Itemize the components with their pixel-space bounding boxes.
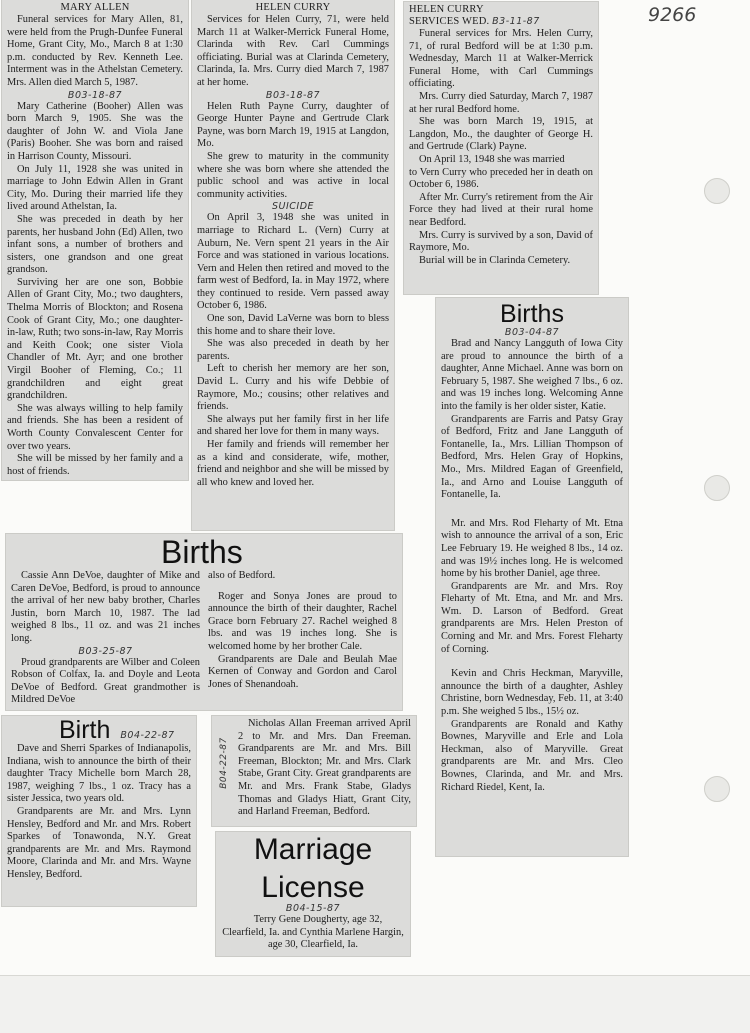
obituary-paragraph: She will be missed by her family and a host of friends. — [7, 453, 183, 477]
notice-paragraph: Mrs. Curry died Saturday, March 7, 1987 at her rural Bedford home. — [409, 90, 593, 115]
obituary-paragraph: Funeral services for Mary Allen, 81, were held from the Prugh-Dunfee Funeral Home, Grant City, Mo., March 8 at 1:30 p.m. conducted by Rev. Kenneth Lee. Interment was in the Athelstan Cemetery. Mrs. Allen died March 5, 1987. — [7, 14, 183, 88]
handwritten-date: B3-11-87 — [492, 16, 540, 27]
birth-paragraph: Grandparents are Mr. and Mrs. Roy Fleharty of Mt. Etna, and Mr. and Mrs. Wm. D. Larson of Bedford. Great grandparents are Mrs. Helen Preston of Corning and Mr. and Mrs. Forest Fleharty of Corning. — [441, 580, 623, 655]
birth-paragraph: Grandparents are Farris and Patsy Gray of Bedford, Fritz and Jane Langguth of Fontanelle, Ia., Mrs. Lillian Thompson of Bedford, Mrs. Helen Gray of Hopkins, Mo., Mrs. Mildred Eagan of Greenfield, Ia., and Arno and Louise Langguth of Fontanelle, Ia. — [441, 413, 623, 501]
notice-paragraph: After Mr. Curry's retirement from the Air Force they had lived at their rural home near Bedford. — [409, 191, 593, 228]
handwritten-date: B03-18-87 — [67, 89, 123, 101]
births-title: Births — [161, 534, 243, 570]
helen-curry-services-notice — [404, 2, 598, 294]
handwritten-note: SUICIDE — [271, 201, 315, 213]
birth-paragraph: Grandparents are Mr. and Mrs. Lynn Hensley, Bedford and Mr. and Mrs. Robert Sparkes of Tonawonda, N.Y. Great grandparents are Mr. and Mrs. Raymond Moore, Clarinda and Mr. and Mrs. Wayne Hensley, Bedford. — [7, 805, 191, 880]
notice-paragraph: Burial will be in Clarinda Cemetery. — [419, 254, 571, 266]
obituary-paragraph: She was preceded in death by her parents, her husband John (Ed) Allen, two infant sons, a number of brothers and sisters, one grandson and one great grandson. — [7, 213, 183, 276]
notice-heading-text: SERVICES WED. — [409, 16, 490, 27]
marriage-license-clipping — [216, 832, 410, 956]
birth-bottom-clipping — [2, 716, 196, 906]
notice-paragraph: Mrs. Curry is survived by a son, David of Raymore, Mo. — [409, 229, 593, 254]
birth-paragraph: Mr. and Mrs. Rod Fleharty of Mt. Etna wish to announce the arrival of a son, Eric Lee February 19. He weighed 8 lbs., 14 oz. and was 19½ inches long. He is welcomed home by his brother Daniel, age three. — [441, 517, 623, 580]
handwritten-date: B03-18-87 — [265, 89, 321, 101]
births-middle-clipping — [6, 534, 402, 710]
license-title: License — [261, 871, 365, 904]
birth-paragraph: Nicholas Allan Freeman arrived April 2 to Mr. and Mrs. Dan Freeman. Grandparents are Mr. and Mrs. Bill Freeman, Blockton; Mr. and Mrs. Clark Stabe, Grant City. Great grandparents are Mr. and Mrs. Frank Stabe, Gladys Thomas and Gladys Hiatt, Grant City, and Harland Freeman, Bedford. — [238, 718, 411, 818]
notice-paragraph: to Vern Curry who preceded her in death on October 6, 1986. — [409, 166, 593, 191]
birth-paragraph: Cassie Ann DeVoe, daughter of Mike and Caren DeVoe, Bedford, is proud to announce the arrival of her new baby brother, Charles Justin, born March 10, 1987. The lad weighed 8 lbs., 11 oz. and was 21 inches long. — [11, 570, 200, 644]
birth-paragraph: Roger and Sonya Jones are proud to announce the birth of their daughter, Rachel Grace born February 27. Rachel weighed 8 lbs. and was 19 inches long. She is welcomed home by her brother Cale. — [208, 590, 397, 652]
obituary-paragraph: Her family and friends will remember her as a kind and considerate, wife, mother, friend and neighbor and she will be missed by all who knew and loved her. — [197, 439, 389, 488]
freeman-birth-clipping — [212, 716, 416, 826]
obituary-paragraph: She grew to maturity in the community where she was born where she attended the public school and was active in local community activities. — [197, 150, 389, 200]
obituary-heading: HELEN CURRY — [255, 2, 331, 13]
obituary-paragraph: She always put her family first in her life and shared her love for them in many ways. — [197, 413, 389, 438]
birth-paragraph: Brad and Nancy Langguth of Iowa City are proud to announce the birth of a daughter, Anne Michael. Anne was born on February 5, 1987. She weighed 7 lbs., 6 oz. and was 19 inches long. Welcoming Anne into the family is her older sister, Katie. — [441, 338, 623, 412]
notice-paragraph: She was born March 19, 1915, at Langdon, Mo., the daughter of George H. and Gertrude (Clark) Payne. — [409, 116, 593, 153]
handwritten-date: B03-04-87 — [504, 327, 560, 338]
binder-hole — [704, 475, 730, 501]
obituary-paragraph: On April 3, 1948 she was united in marriage to Richard L. (Vern) Curry at Auburn, Ne. Vern spent 21 years in the Air Force and was stationed in various locations. Vern and Helen then retired and moved to the farm west of Bedford, Ia. in May 1972, where they continued to reside. Vern passed away October 6, 1986. — [197, 212, 389, 312]
obituary-paragraph: One son, David LaVerne was born to bless this home and to share their love. — [197, 313, 389, 337]
obituary-heading: MARY ALLEN — [60, 2, 130, 13]
mary-allen-obituary — [2, 0, 188, 480]
marriage-title: Marriage — [253, 833, 373, 866]
handwritten-date: B04-22-87 — [120, 730, 175, 741]
handwritten-date: B04-15-87 — [285, 903, 341, 914]
notice-heading: HELEN CURRY — [409, 4, 484, 15]
obituary-paragraph: Surviving her are one son, Bobbie Allen of Grant City, Mo.; two daughters, Thelma Morris of Blockton; and Rosena Cook of Grant City, Mo.; one daughter-in-law, Ruth; two sons-in-law, Ray Morris and Keith Cook; one sister Viola Chandler of Mt. Ayr; and one brother Virgil Booher of Fleming, Co.; 11 grandchildren and eight great grandchildren. — [7, 276, 183, 402]
handwritten-date: B03-25-87 — [78, 645, 133, 657]
births-right-column — [436, 298, 628, 856]
births-title: Births — [500, 300, 564, 328]
helen-curry-obituary — [192, 0, 394, 530]
notice-heading — [409, 16, 593, 28]
birth-paragraph: Grandparents are Dale and Beulah Mae Kernen of Conway and Gordon and Carol Jones of Shenandoah. — [208, 653, 397, 690]
birth-title-line — [7, 718, 191, 743]
notice-paragraph: Funeral services for Mrs. Helen Curry, 71, of rural Bedford will be at 1:30 p.m. Wednesday, March 11 at Walker-Merrick Funeral Home, with Carl Cummings officiating. — [409, 28, 593, 90]
binder-hole — [704, 776, 730, 802]
obituary-paragraph: Mary Catherine (Booher) Allen was born March 9, 1905. She was the daughter of John W. and Viola Jane (Paris) Booher. She was born and raised in Harrison County, Missouri. — [7, 100, 183, 162]
birth-paragraph: Proud grandparents are Wilber and Coleen Robson of Colfax, Ia. and Doyle and Leota DeVoe of Bedford. Great grandmother is Mildred DeVoe — [11, 656, 200, 706]
obituary-paragraph: Services for Helen Curry, 71, were held March 11 at Walker-Merrick Funeral Home, Clarinda with Rev. Carl Cummings officiating. Burial was at Clarinda Cemetery, Clarinda, Ia. Mrs. Curry died March 7, 1987 at her home. — [197, 14, 389, 88]
obituary-paragraph: She was also preceded in death by her parents. — [197, 338, 389, 362]
obituary-paragraph: Left to cherish her memory are her son, David L. Curry and his wife Debbie of Raymore, Mo.; cousins; other relatives and friends. — [197, 363, 389, 413]
birth-paragraph: Dave and Sherri Sparkes of Indianapolis, Indiana, wish to announce the birth of their daughter Tracy Michelle born March 28, 1987, weighing 7 lbs., 1 oz. Tracy has a sister Jessica, two years old. — [7, 743, 191, 805]
handwritten-date: B04-22-87 — [218, 737, 229, 789]
page-number-annotation: 9266 — [648, 4, 697, 26]
obituary-paragraph: She was always willing to help family and friends. She has been a resident of Worth County Convalescent Center for over two years. — [7, 402, 183, 452]
obituary-paragraph: On July 11, 1928 she was united in marriage to John Edwin Allen in Grant City, Mo. During their married life they lived around Athelstan, Ia. — [7, 163, 183, 213]
birth-paragraph: Kevin and Chris Heckman, Maryville, announce the birth of a daughter, Ashley Christine, born Wednesday, Feb. 11, at 3:40 p.m. She weighed 5 lbs., 15½ oz. — [441, 668, 623, 718]
obituary-paragraph: Helen Ruth Payne Curry, daughter of George Hunter Payne and Gertrude Clark Payne, was born March 19, 1915 at Langdon, Mo. — [197, 100, 389, 150]
birth-title: Birth — [59, 716, 111, 744]
notice-paragraph: On April 13, 1948 she was married — [419, 153, 565, 165]
marriage-paragraph: Terry Gene Dougherty, age 32, Clearfield, Ia. and Cynthia Marlene Hargin, age 30, Clearfield, Ia. — [222, 914, 404, 951]
binder-hole — [704, 178, 730, 204]
birth-paragraph: also of Bedford. — [208, 570, 276, 581]
birth-paragraph: Grandparents are Ronald and Kathy Bownes, Maryville and Erle and Lola Heckman, also of Maryville. Great grandparents are Mr. and Mrs. Cleo Bownes, Clarinda, and Mr. and Mrs. Richard Riedel, Kent, Ia. — [441, 718, 623, 793]
page-bottom-margin — [0, 976, 750, 1033]
